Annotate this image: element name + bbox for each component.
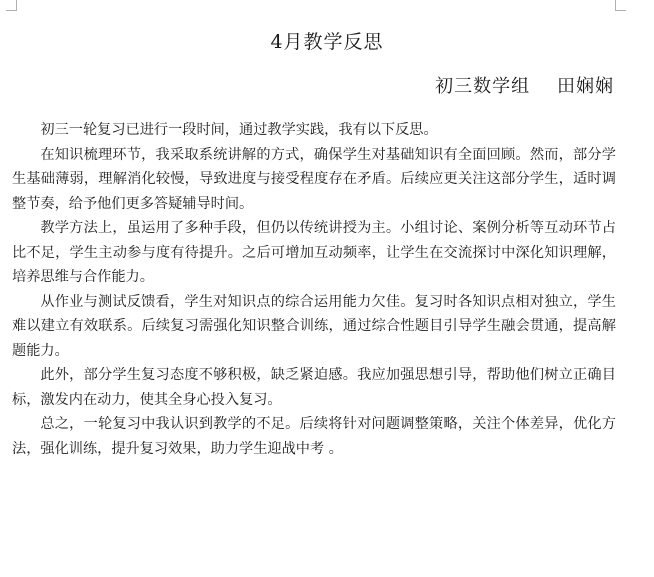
paragraph-conclusion: 总之，一轮复习中我认识到教学的不足。后续将针对问题调整策略，关注个体差异，优化方法，强化训练，提升复习效果，助力学生迎战中考 。 [12,416,616,457]
paragraph-homework-feedback: 从作业与测试反馈看，学生对知识点的综合运用能力欠佳。复习时各知识点相对独立，学生难以建立有效联系。后续复习需强化知识整合训练，通过综合性题目引导学生融会贯通，提高解题能力。 [12,293,616,359]
document-title: 4月教学反思 [270,31,384,53]
paragraph-teaching-methods: 教学方法上，虽运用了多种手段，但仍以传统讲授为主。小组讨论、案例分析等互动环节占比不足，学生主动参与度有待提升。之后可增加互动频率，让学生在交流探讨中深化知识理解，培养思维与合作能力。 [12,220,616,285]
page-corner-mark-left [6,0,17,11]
page-corner-mark-right [615,0,626,11]
paragraph-student-attitude: 此外，部分学生复习态度不够积极，缺乏紧迫感。我应加强思想引导，帮助他们树立正确目标，激发内在动力，使其全身心投入复习。 [12,367,616,408]
document-body [12,118,616,461]
paragraph-knowledge-review: 在知识梳理环节，我采取系统讲解的方式，确保学生对基础知识有全面回顾。然而，部分学生基础薄弱，理解消化较慢，导致进度与接受程度存在矛盾。后续应更关注这部分学生，适时调整节奏，给予他们更多答疑辅导时间。 [12,146,616,212]
document-author: 初三数学组 田娴娴 [435,76,614,97]
paragraph-intro: 初三一轮复习已进行一段时间，通过教学实践，我有以下反思。 [40,122,438,138]
